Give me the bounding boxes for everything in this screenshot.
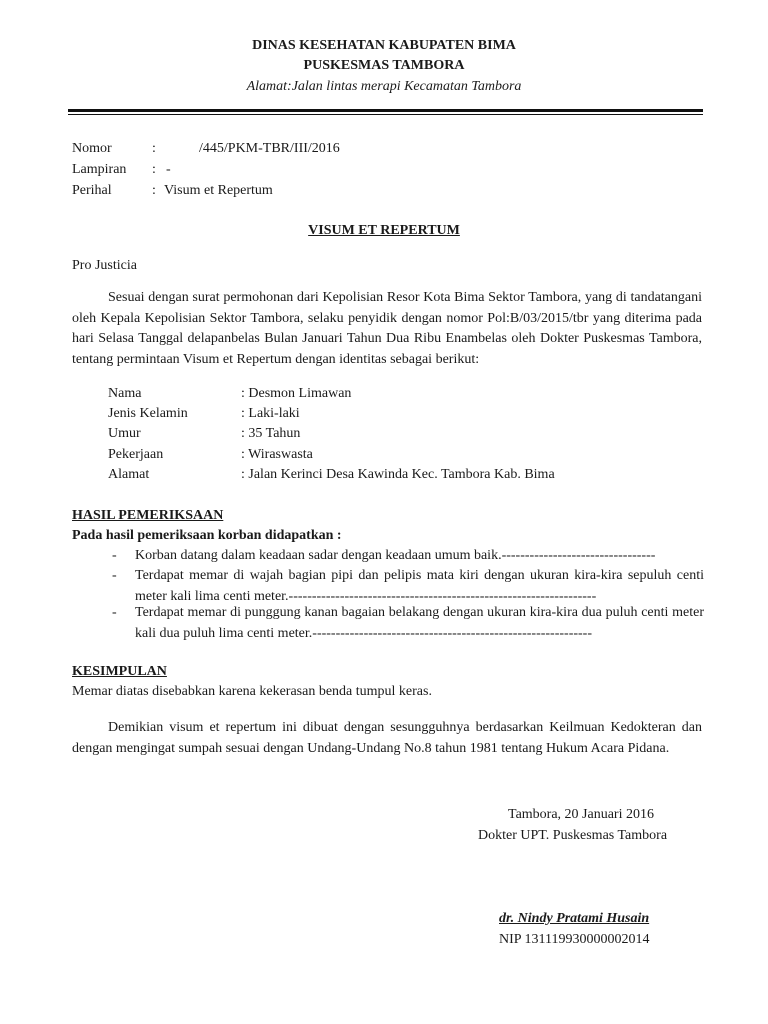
conclusion-heading: KESIMPULAN [72,664,167,679]
identity-age-value: : 35 Tahun [241,426,301,441]
letterhead-institution: PUSKESMAS TAMBORA [303,58,465,73]
letterhead-rule-thick [68,109,703,112]
result-item [108,546,704,567]
meta-number-label: Nomor [72,141,112,156]
identity-sex-label: Jenis Kelamin [108,406,188,421]
identity-occupation-label: Pekerjaan [108,447,164,462]
identity-occupation-value: : Wiraswasta [241,447,313,462]
letterhead-agency: DINAS KESEHATAN KABUPATEN BIMA [252,38,516,53]
meta-subject-colon: : [152,183,156,198]
salutation: Pro Justicia [72,258,137,273]
results-heading: HASIL PEMERIKSAAN [72,508,224,523]
document-title: VISUM ET REPERTUM [308,223,460,238]
signature-nip: NIP 131119930000002014 [499,932,650,947]
result-item-text: Terdapat memar di wajah bagian pipi dan pelipis mata kiri dengan ukuran kira-kira sepuluh centi meter kali lima centi meter.------------------------------------------------------------------ [135,568,704,604]
meta-attachment-value: - [166,162,171,177]
identity-age-label: Umur [108,426,141,441]
letterhead-rule-thin [68,114,703,115]
closing-paragraph: Demikian visum et repertum ini dibuat dengan sesungguhnya berdasarkan Keilmuan Kedokteran dan dengan mengingat sumpah sesuai dengan Undang-Undang No.8 tahun 1981 tentang Hukum Acara Pidana. [72,720,702,756]
bullet-dash: - [112,568,117,583]
meta-attachment-label: Lampiran [72,162,127,177]
bullet-dash: - [112,605,117,620]
intro-paragraph: Sesuai dengan surat permohonan dari Kepolisian Resor Kota Bima Sektor Tambora, yang di tandatangani oleh Kepala Kepolisian Sektor Tambora, selaku penyidik dengan nomor Pol:B/03/2015/tbr yang diterima pada hari Selasa Tanggal delapanbelas Bulan Januari Tahun Dua Ribu Enambelas oleh Dokter Puskesmas Tambora, tentang permintaan Visum et Repertum dengan identitas sebagai berikut: [72,290,702,367]
result-item [108,566,704,607]
identity-address-value: : Jalan Kerinci Desa Kawinda Kec. Tambora Kab. Bima [241,467,555,482]
signature-name: dr. Nindy Pratami Husain [499,911,650,926]
signature-position: Dokter UPT. Puskesmas Tambora [478,828,668,843]
bullet-dash: - [112,548,117,563]
identity-name-label: Nama [108,386,142,401]
result-item [108,603,704,644]
meta-subject-label: Perihal [72,183,112,198]
identity-name-value: : Desmon Limawan [241,386,352,401]
result-item-text: Terdapat memar di punggung kanan bagaian belakang dengan ukuran kira-kira dua puluh centi meter kali dua puluh lima centi meter.------------------------------------------------------------ [135,605,704,641]
meta-number-colon: : [152,141,156,156]
letterhead-address: Alamat:Jalan lintas merapi Kecamatan Tambora [246,79,522,94]
meta-number-value: /445/PKM-TBR/III/2016 [199,141,340,156]
conclusion-text: Memar diatas disebabkan karena kekerasan benda tumpul keras. [72,684,432,699]
meta-subject-value: Visum et Repertum [164,183,273,198]
identity-address-label: Alamat [108,467,150,482]
meta-attachment-colon: : [152,162,156,177]
result-item-text: Korban datang dalam keadaan sadar dengan keadaan umum baik.--------------------------------- [135,548,656,563]
identity-sex-value: : Laki-laki [241,406,300,421]
signature-place-date: Tambora, 20 Januari 2016 [508,807,654,822]
results-subheading: Pada hasil pemeriksaan korban didapatkan : [72,528,342,543]
